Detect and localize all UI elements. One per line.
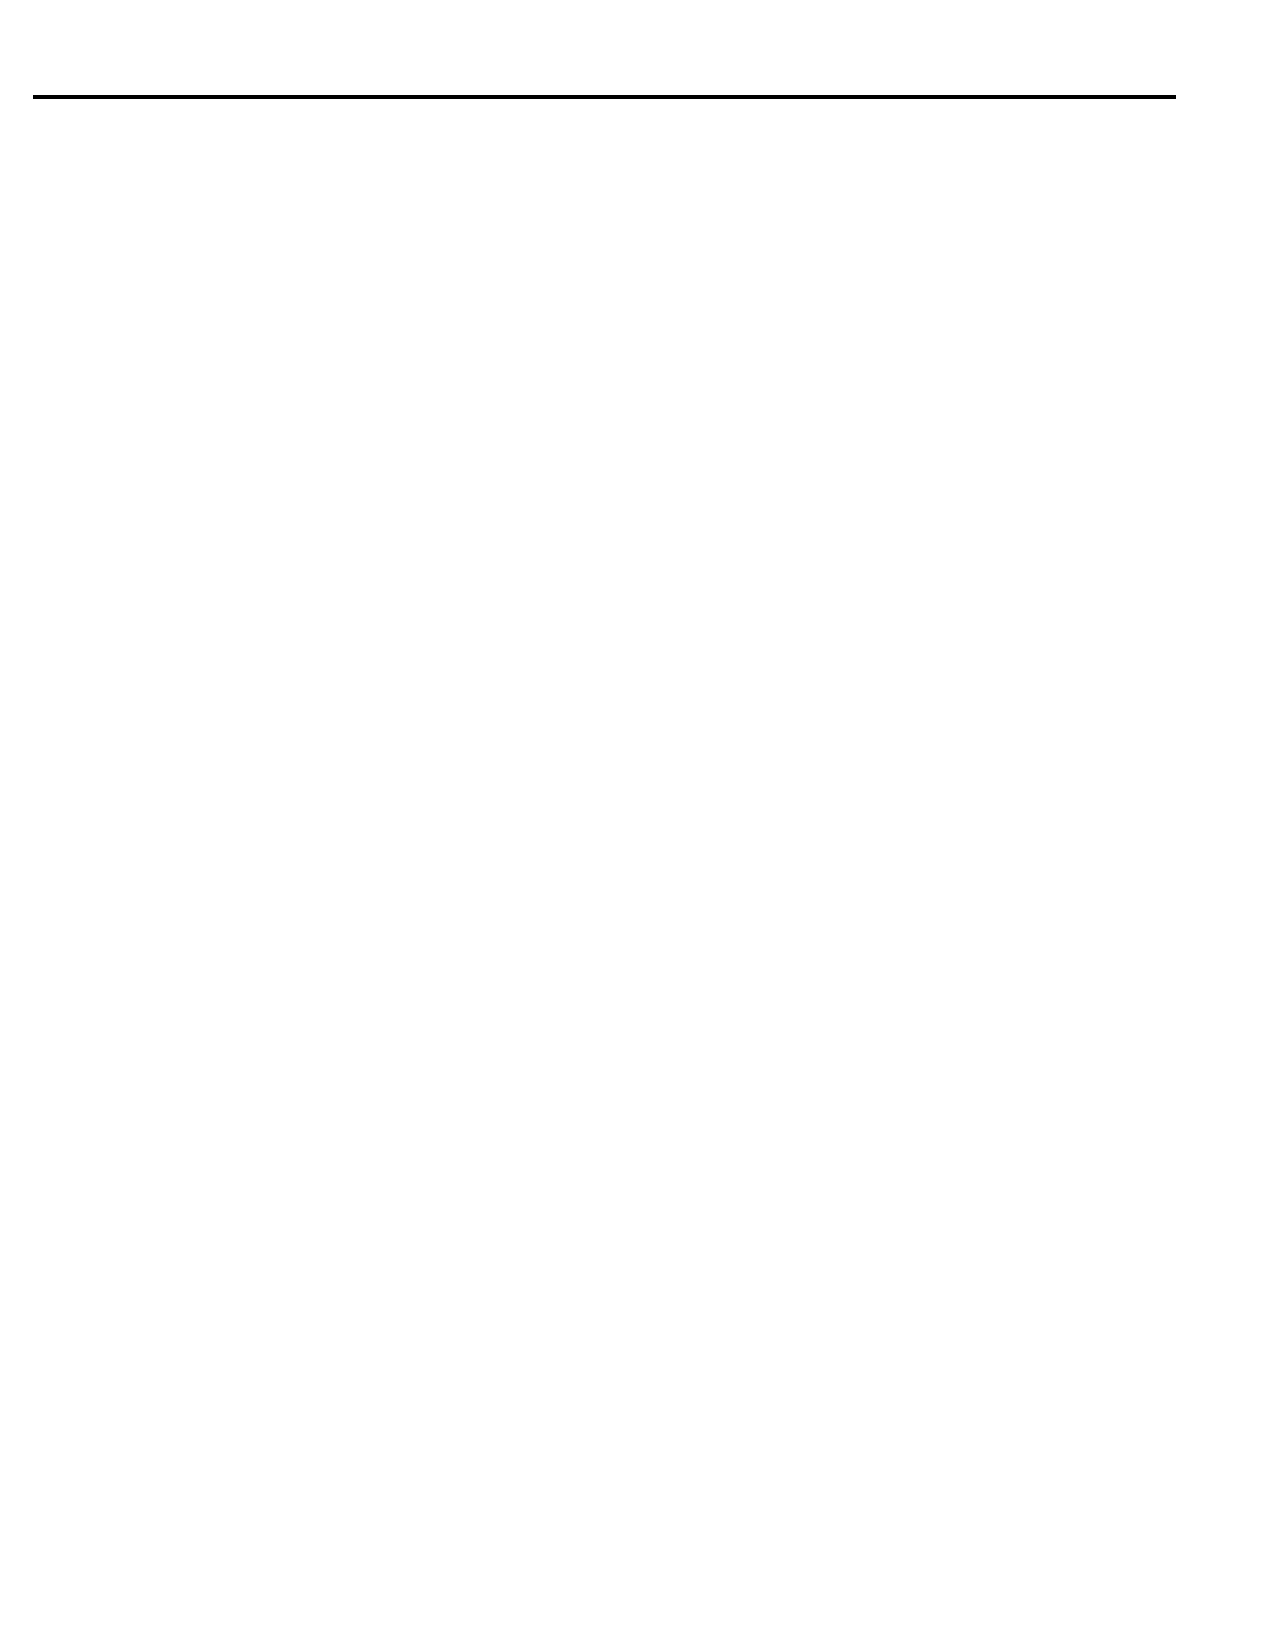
title-rule (33, 95, 1176, 99)
